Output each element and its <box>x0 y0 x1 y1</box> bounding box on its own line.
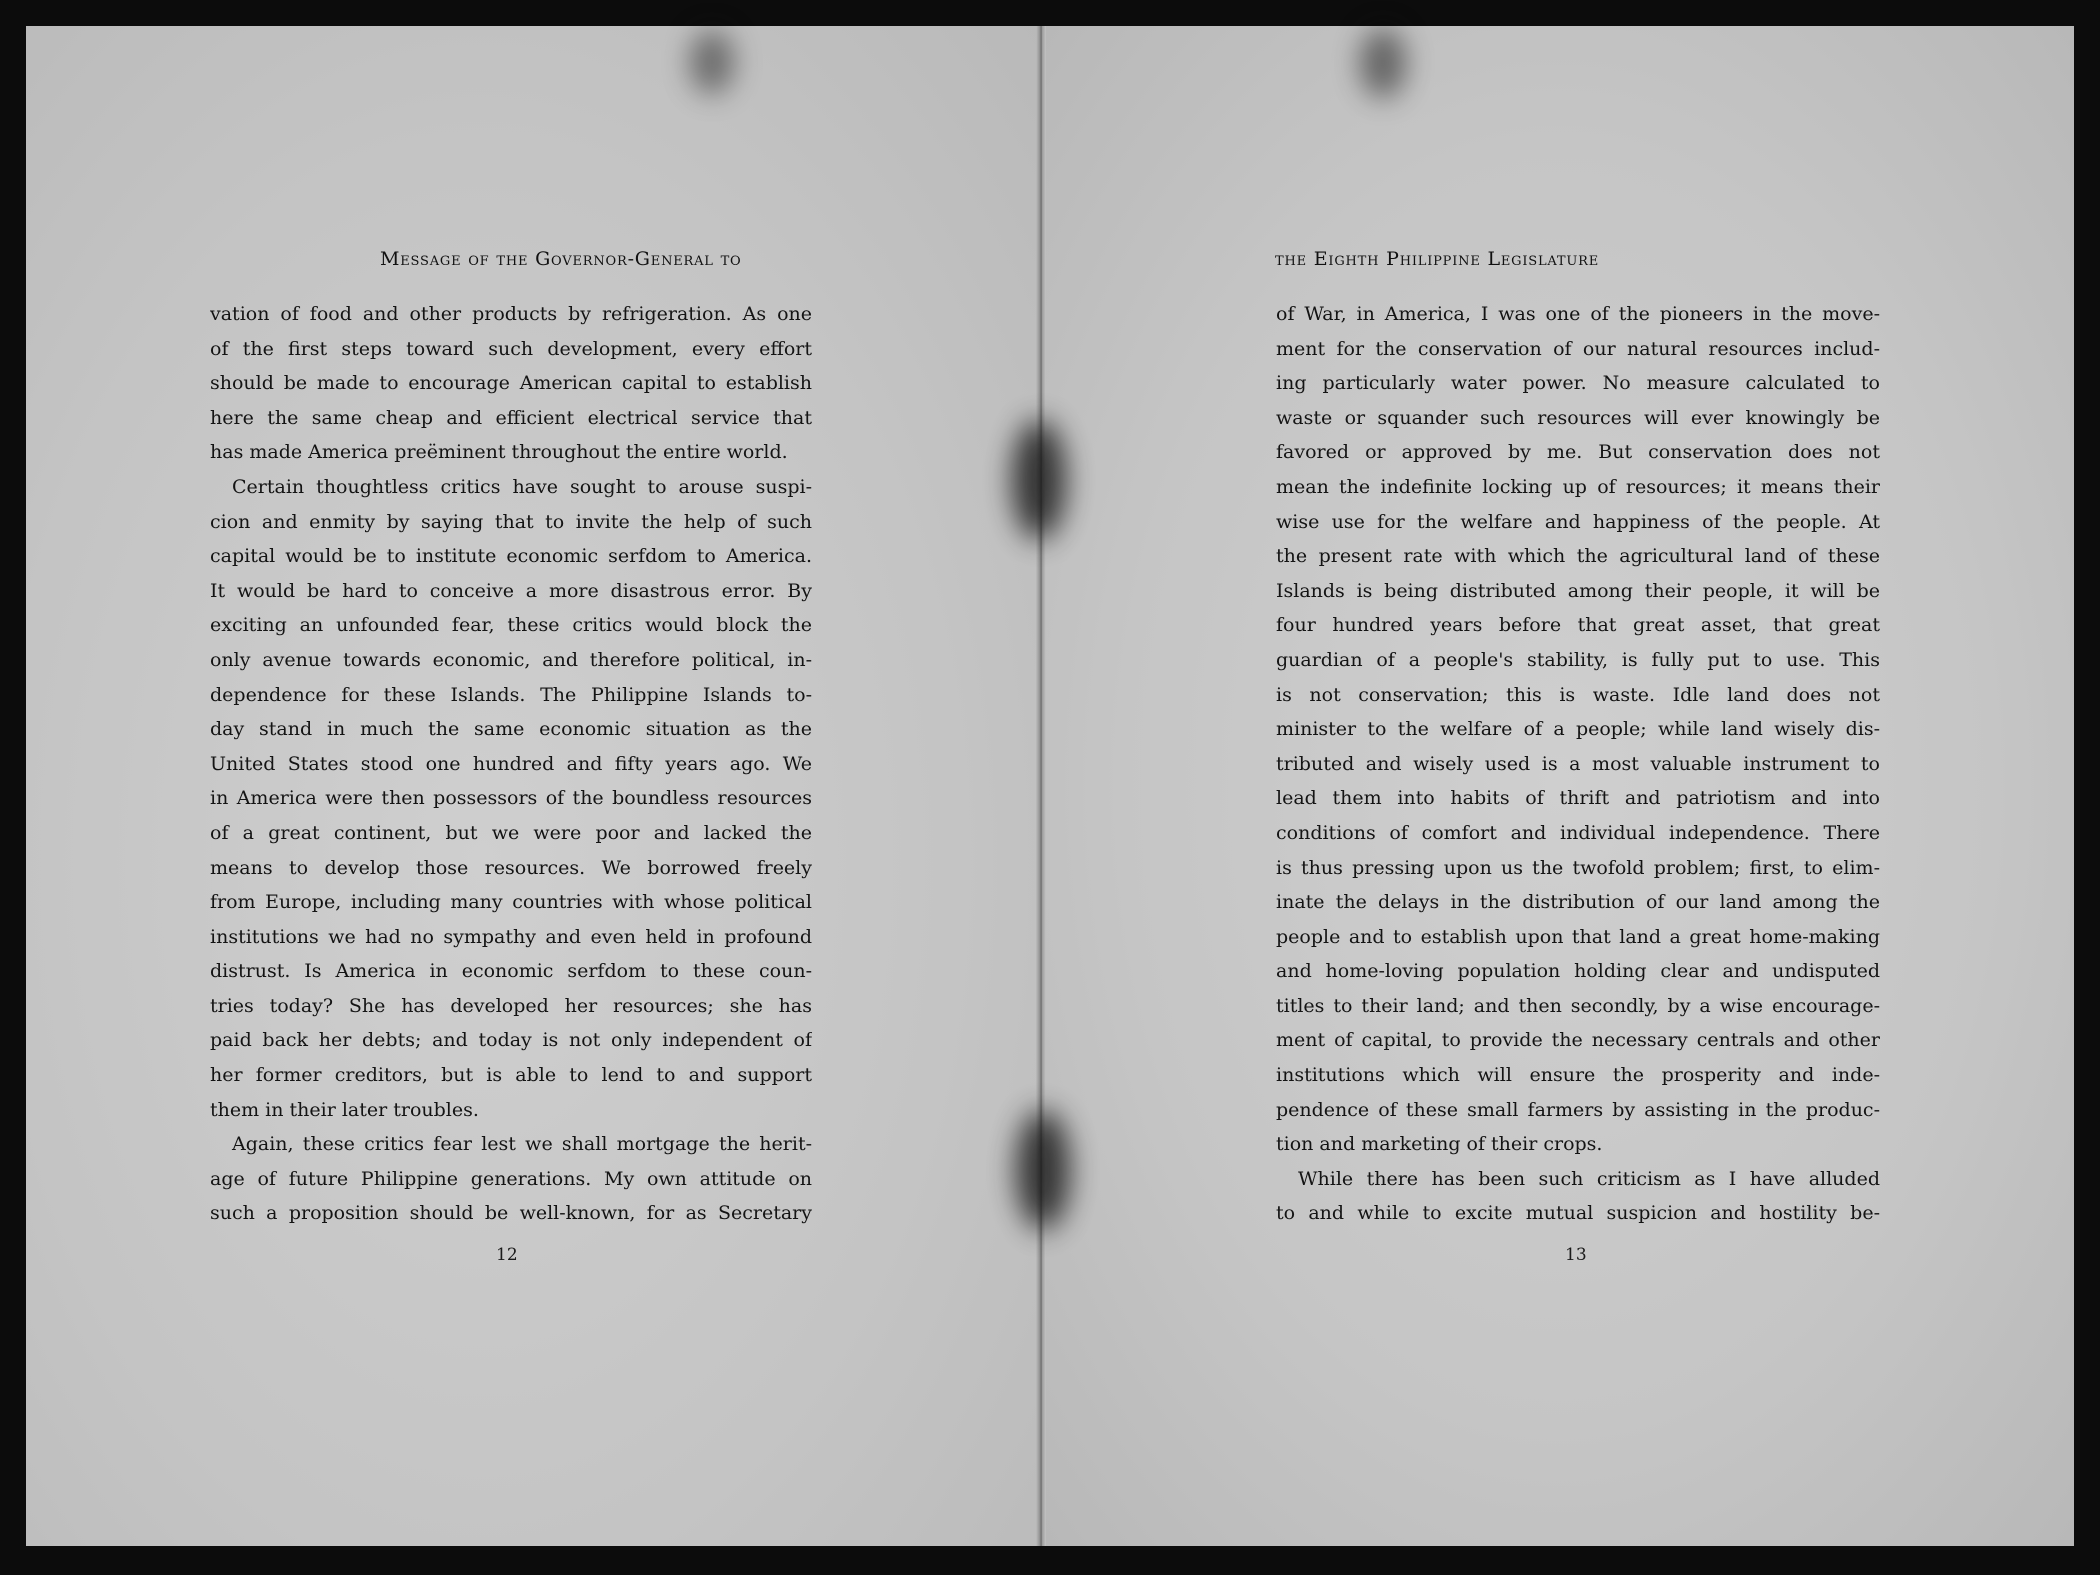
text-line: is not conservation; this is waste. Idle land does not <box>1276 683 1880 706</box>
text-line: in America were then possessors of the boundless resources <box>210 787 812 810</box>
text-line: such a proposition should be well-known, for as Secretary <box>210 1202 812 1225</box>
text-line: ing particularly water power. No measure calculated to <box>1276 372 1880 395</box>
text-line: guardian of a people's stability, is fully put to use. This <box>1276 648 1880 671</box>
text-line: the present rate with which the agricultural land of these <box>1276 545 1880 568</box>
smudge-gutter-lower <box>1016 1110 1070 1230</box>
text-line: means to develop those resources. We borrowed freely <box>210 856 812 879</box>
running-head-left: Message of the Governor-General to <box>380 248 742 270</box>
text-line: of the first steps toward such development, every effort <box>210 337 812 360</box>
text-line: only avenue towards economic, and therefore political, in- <box>210 648 812 671</box>
text-line: tion and marketing of their crops. <box>1276 1133 1603 1156</box>
text-line: is thus pressing upon us the twofold problem; first, to elim- <box>1276 856 1880 879</box>
text-line: should be made to encourage American capital to establish <box>210 372 812 395</box>
text-line: mean the indefinite locking up of resources; it means their <box>1276 475 1880 498</box>
text-line: capital would be to institute economic serfdom to America. <box>210 545 812 568</box>
text-line: pendence of these small farmers by assisting in the produc- <box>1276 1098 1880 1121</box>
smudge-top-right <box>1360 28 1406 98</box>
text-line: distrust. Is America in economic serfdom to these coun- <box>210 960 812 983</box>
text-line: minister to the welfare of a people; while land wisely dis- <box>1276 718 1880 741</box>
text-line: Again, these critics fear lest we shall mortgage the herit- <box>232 1133 812 1156</box>
text-line: four hundred years before that great asset, that great <box>1276 614 1880 637</box>
left-page-text <box>210 297 812 1231</box>
text-line: ment for the conservation of our natural resources includ- <box>1276 337 1880 360</box>
text-line: Certain thoughtless critics have sought to arouse suspi- <box>232 475 812 498</box>
text-line: exciting an unfounded fear, these critics would block the <box>210 614 812 637</box>
text-line: and home-loving population holding clear and undisputed <box>1276 960 1880 983</box>
text-line: has made America preëminent throughout the entire world. <box>210 441 788 464</box>
text-line: here the same cheap and efficient electrical service that <box>210 406 812 429</box>
text-line: inate the delays in the distribution of our land among the <box>1276 891 1880 914</box>
page-number-right: 13 <box>1565 1245 1587 1265</box>
text-line: her former creditors, but is able to lend to and support <box>210 1064 812 1087</box>
text-line: from Europe, including many countries with whose political <box>210 891 812 914</box>
text-line: titles to their land; and then secondly, by a wise encourage- <box>1276 994 1880 1017</box>
text-line: institutions we had no sympathy and even held in profound <box>210 925 812 948</box>
text-line: paid back her debts; and today is not only independent of <box>210 1029 812 1052</box>
text-line: of War, in America, I was one of the pioneers in the move- <box>1276 303 1880 325</box>
text-line: ment of capital, to provide the necessary centrals and other <box>1276 1029 1880 1052</box>
text-line: vation of food and other products by refrigeration. As one <box>210 303 812 325</box>
text-line: cion and enmity by saying that to invite the help of such <box>210 510 812 533</box>
text-line: wise use for the welfare and happiness of the people. At <box>1276 510 1880 533</box>
text-line: favored or approved by me. But conservation does not <box>1276 441 1880 464</box>
text-line: waste or squander such resources will ever knowingly be <box>1276 406 1880 429</box>
book-gutter <box>1036 26 1046 1546</box>
page-number-left: 12 <box>496 1245 518 1265</box>
text-line: Islands is being distributed among their people, it will be <box>1276 579 1880 602</box>
text-line: lead them into habits of thrift and patriotism and into <box>1276 787 1880 810</box>
text-line: While there has been such criticism as I have alluded <box>1298 1167 1880 1190</box>
text-line: to and while to excite mutual suspicion and hostility be- <box>1276 1202 1880 1225</box>
text-line: people and to establish upon that land a great home-making <box>1276 925 1880 948</box>
smudge-gutter-upper <box>1012 420 1066 540</box>
text-line: tries today? She has developed her resources; she has <box>210 994 812 1017</box>
running-head-right: the Eighth Philippine Legislature <box>1275 248 1600 270</box>
text-line: age of future Philippine generations. My own attitude on <box>210 1167 812 1190</box>
text-line: dependence for these Islands. The Philippine Islands to- <box>210 683 812 706</box>
right-page-text <box>1276 297 1880 1231</box>
text-line: of a great continent, but we were poor and lacked the <box>210 821 812 844</box>
text-line: institutions which will ensure the prosperity and inde- <box>1276 1064 1880 1087</box>
text-line: tributed and wisely used is a most valuable instrument to <box>1276 752 1880 775</box>
text-line: United States stood one hundred and fifty years ago. We <box>210 752 812 775</box>
text-line: day stand in much the same economic situation as the <box>210 718 812 741</box>
text-line: conditions of comfort and individual independence. There <box>1276 821 1880 844</box>
text-line: It would be hard to conceive a more disastrous error. By <box>210 579 812 602</box>
smudge-top-left <box>690 30 734 94</box>
text-line: them in their later troubles. <box>210 1098 479 1121</box>
